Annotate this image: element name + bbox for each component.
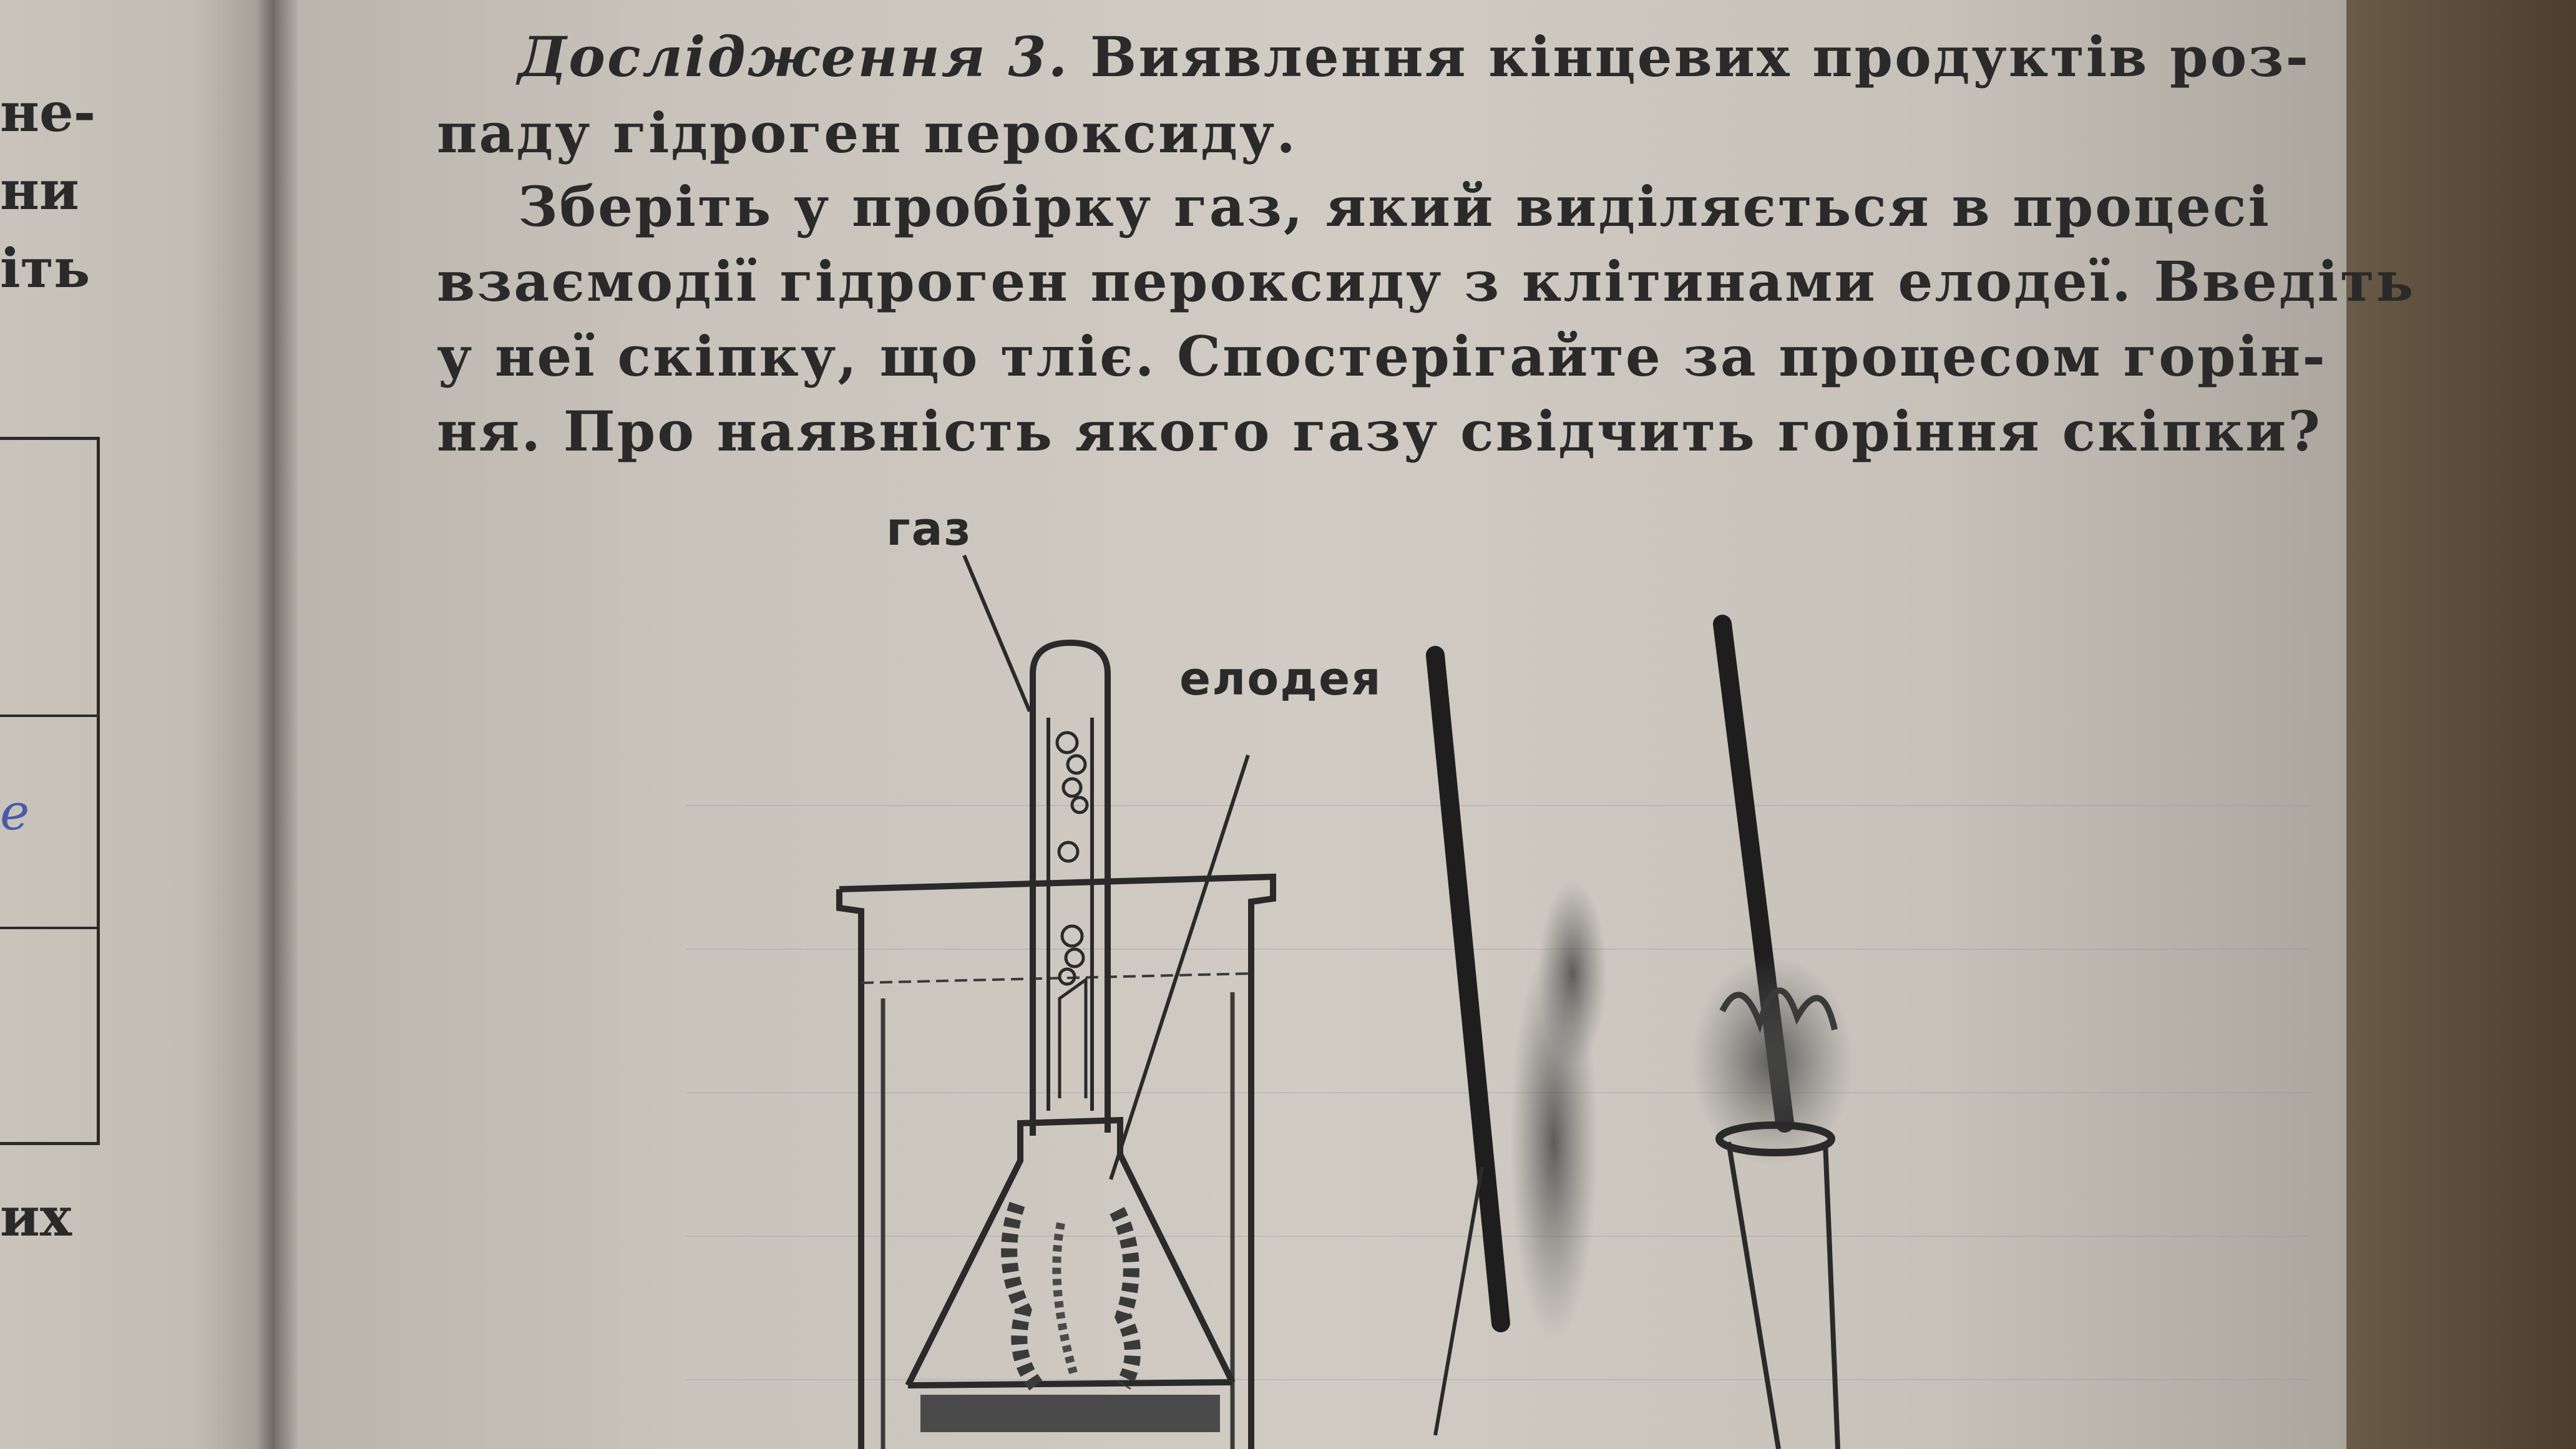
heading-line-2: паду гідроген пероксиду. [437, 100, 1297, 165]
body-line: взаємодії гідроген пероксиду з клітинами елодеї. Введіть [437, 249, 2416, 314]
gas-pointer-line [964, 555, 1030, 711]
label-elodea: елодея [1179, 652, 1382, 706]
body-line: ня. Про наявність якого газу свідчить горіння скіпки? [437, 399, 2322, 464]
elodea-pointer-line [1111, 755, 1248, 1179]
handwritten-mark: е [0, 783, 30, 841]
left-fragment: их [0, 1186, 72, 1249]
funnel [908, 1120, 1232, 1432]
gas-bubbles [1057, 733, 1087, 984]
smoke [1538, 880, 1607, 1067]
left-fragment: іть [0, 237, 90, 300]
smoldering-splint [1435, 655, 1607, 1435]
heading-title: Виявлення кінцевих продуктів роз- [1069, 24, 2310, 89]
test-tube [1033, 643, 1108, 1136]
body-line: у неї скіпку, що тліє. Спостерігайте за процесом горін- [437, 324, 2327, 389]
body-line: Зберіть у пробірку газ, який виділяється в процесі [518, 174, 2271, 239]
left-fragment: ни [0, 159, 79, 222]
label-gas: газ [886, 502, 972, 556]
beaker [839, 877, 1273, 1449]
burning-splint [1691, 624, 1853, 1449]
research-number: Дослідження 3. [518, 24, 1070, 89]
left-fragment: не- [0, 81, 96, 144]
elodea-plant [1009, 1204, 1133, 1385]
